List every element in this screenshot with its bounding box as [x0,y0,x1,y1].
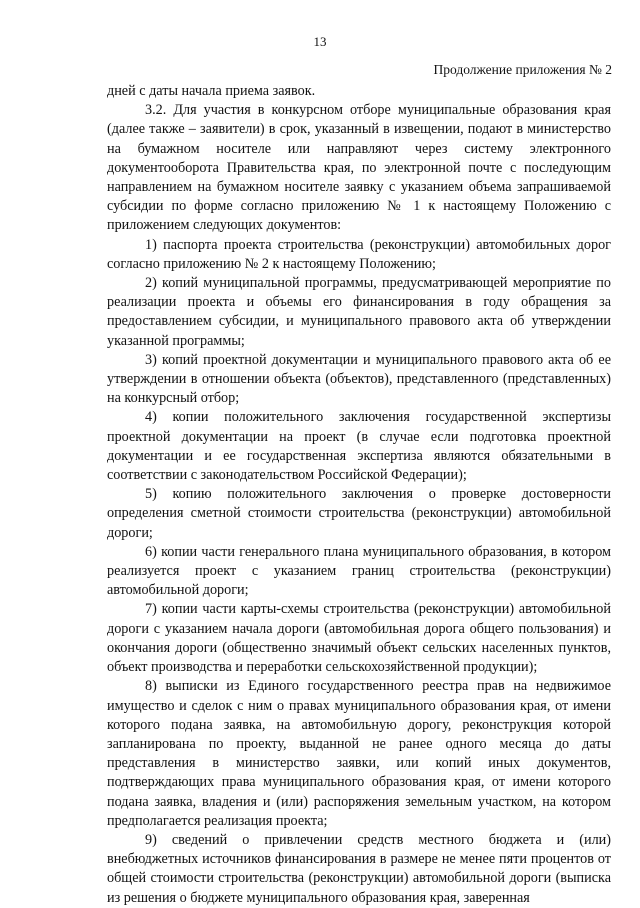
paragraph-3-2: 3.2. Для участия в конкурсном отборе муниципальные образования края (далее также – заявители) в срок, указанный в извещении, подают в министерство на бумажном носителе или направляют через систему электронного документооборота Правительства края, по электронной почте с последующим направлением на бумажном носителе заявку с указанием объема запрашиваемой субсидии по форме согласно приложению № 1 к настоящему Положению с приложением следующих документов: [107,102,611,234]
list-item-5: 5) копию положительного заключения о проверке достоверности определения сметной стоимости строительства (реконструкции) автомобильной дороги; [107,486,611,541]
list-item-9: 9) сведений о привлечении средств местного бюджета и (или) внебюджетных источников финансирования в размере не менее пяти процентов от общей стоимости строительства (реконструкции) автомобильной дороги (выписка из решения о бюджете муниципального образования края, заверенная [107,831,611,906]
paragraph: дней с даты начала приема заявок. [107,83,316,99]
document-body [107,82,611,908]
list-item-6: 6) копии части генерального плана муниципального образования, в котором реализуется проект с указанием границ строительства (реконструкции) автомобильной дороги; [107,543,611,599]
list-item-2: 2) копий муниципальной программы, предусматривающей мероприятие по реализации проекта и объемы его финансирования в году обращения за предоставлением субсидии, и муниципального правового акта об утверждении указанной программы; [107,275,611,349]
list-item-7: 7) копии части карты-схемы строительства (реконструкции) автомобильной дороги с указанием начала дороги (автомобильная дорога общего пользования) и окончания дороги (общественно значимый объект сельских населенных пунктов, объект производства и переработки сельскохозяйственной продукции); [107,601,611,676]
page-number: 13 [313,34,327,49]
appendix-continuation-label: Продолжение приложения № 2 [433,62,612,77]
list-item-3: 3) копий проектной документации и муниципального правового акта об ее утверждении в отношении объекта (объектов), представленного (представленных) на конкурсный отбор; [107,351,611,407]
list-item-8: 8) выписки из Единого государственного реестра прав на недвижимое имущество и сделок с ним о правах муниципального образования края, от имени которого подана заявка, на автомобильную дорогу, реконструкция которой запланирована по проекту, выданной не ранее одного месяца до даты представления в министерство заявки, или копий иных документов, подтверждающих права муниципального образования края, от имени которого подана заявка, владения и (или) распоряжения земельным участком, на котором предполагается реализация проекта; [107,678,611,829]
list-item-1: 1) паспорта проекта строительства (реконструкции) автомобильных дорог согласно приложению № 2 к настоящему Положению; [107,236,611,272]
list-item-4: 4) копии положительного заключения государственной экспертизы проектной документации на проект (в случае если подготовка проектной документации и ее государственная экспертиза являются обязательными в соответствии с законодательством Российской Федерации); [107,409,611,484]
